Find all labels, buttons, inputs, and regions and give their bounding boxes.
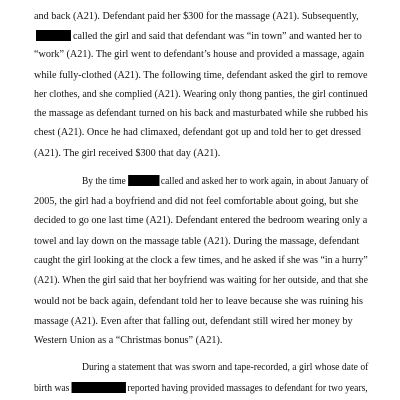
redaction-bar [71, 382, 125, 393]
text-span: called and asked her to work again, in about January of [160, 176, 369, 187]
text-span: called the girl and said that defendant was “in town” and wanted her to [73, 31, 362, 42]
text-line [34, 255, 368, 267]
text-span: “work” (A21). The girl went to defendant’s house and provided a massage, again [34, 49, 365, 60]
text-span: (A21). The girl received $300 that day (A21). [34, 148, 221, 159]
text-line [34, 296, 363, 308]
text-line [34, 148, 220, 160]
text-line [34, 316, 353, 328]
text-line [34, 49, 364, 61]
text-line [82, 362, 368, 374]
text-line [34, 11, 359, 23]
redaction-bar [128, 175, 159, 186]
text-span: caught the girl looking at the clock a few times, and he asked if she was “in a hurry” [34, 255, 368, 266]
text-span: while fully-clothed (A21). The following time, defendant asked the girl to remove [34, 70, 368, 81]
text-line [34, 215, 367, 227]
text-span: (A21). When the girl said that her boyfriend was waiting for her outside, and that she [34, 275, 368, 286]
text-span: decided to go one last time (A21). Defendant entered the bedroom wearing only a [34, 215, 368, 226]
text-span: birth was [34, 383, 70, 394]
text-span: reported having provided massages to defendant for two years, [127, 383, 368, 394]
text-line [34, 89, 368, 101]
text-line [34, 70, 367, 82]
text-span: towel and lay down on the massage table (A21). During the massage, defendant [34, 236, 360, 247]
text-span: Western Union as a “Christmas bonus” (A21). [34, 335, 223, 346]
text-line [34, 30, 362, 42]
text-line [34, 127, 361, 139]
text-line [34, 196, 358, 208]
text-span: massage (A21). Even after that falling out, defendant still wired her money by [34, 316, 353, 327]
text-line [34, 335, 222, 347]
text-line [82, 175, 368, 187]
text-span: During a statement that was sworn and tape-recorded, a girl whose date of [82, 362, 369, 373]
text-line [34, 236, 359, 248]
text-span: and back (A21). Defendant paid her $300 for the massage (A21). Subsequently, [34, 11, 359, 22]
text-line [34, 275, 368, 287]
redaction-bar [36, 30, 71, 41]
text-line [34, 108, 368, 120]
text-span: the massage as defendant turned on his back and masturbated while she rubbed his [34, 108, 368, 119]
text-line [34, 382, 368, 394]
text-span: chest (A21). Once he had climaxed, defendant got up and told her to get dressed [34, 127, 362, 138]
text-span: would not be back again, defendant told her to leave because she was ruining his [34, 296, 364, 307]
text-span: her clothes, and she complied (A21). Wearing only thong panties, the girl continued [34, 89, 368, 100]
text-span: By the time [82, 176, 126, 187]
text-span: 2005, the girl had a boyfriend and did not feel comfortable about going, but she [34, 196, 359, 207]
